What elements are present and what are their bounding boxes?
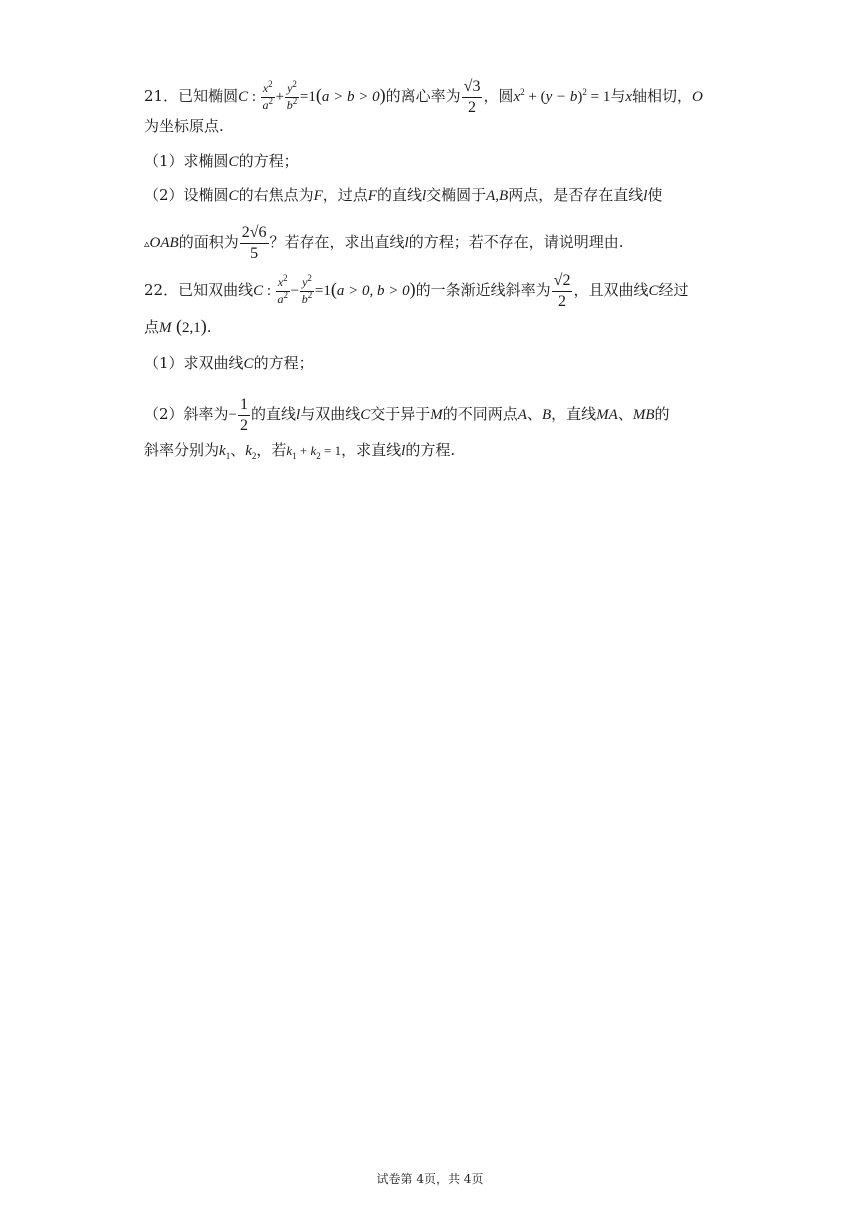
q21-part2-line2: ▵OAB的面积为 $\frac{2√6}{5}$ ？若存在，求出直线l的方程；若不存在，请说明理由. (144, 224, 624, 262)
fraction-sqrt2-over-2: $\frac{√2}{2}$ (553, 272, 571, 310)
q21-number: 21． (144, 87, 179, 106)
q22-number: 22． (144, 281, 179, 300)
fraction: $\frac{y^2}{b^2}$ (301, 273, 313, 306)
q21-line2: 为坐标原点. (144, 117, 224, 135)
q21-part1: （1）求椭圆C的方程； (144, 152, 299, 170)
fraction-area: $\frac{2√6}{5}$ (241, 224, 267, 262)
q22-part2-line2: 斜率分别为$k_1$、$k_2$，若$k_1 + k_2 = 1$，求直线l的方程. (144, 441, 456, 461)
q22-part2-line1: （2）斜率为− $\frac{1}{2}$ 的直线l与双曲线C交于异于M的不同两点A、B，直线MA、MB的 (144, 396, 670, 434)
q21-part2-line1: （2）设椭圆C的右焦点为F，过点F的直线l交椭圆于A,B两点，是否存在直线l使 (144, 186, 663, 204)
q22-line2: 点M (2,1). (144, 316, 212, 336)
fraction-sqrt3-over-2: $\frac{√3}{2}$ (463, 78, 481, 116)
fraction: $\frac{y^2}{b^2}$ (286, 79, 298, 112)
fraction-half: $\frac{1}{2}$ (240, 396, 249, 434)
q22-line1: 22．已知双曲线C : $\frac{x^2}{a^2}$ − $\frac{y^2}{b^2}$ =1(a > 0, b > 0)的一条渐近线斜率为 $\frac{√2}{2}$ ，且双曲线C经过 (144, 272, 689, 310)
fraction: $\frac{x^2}{a^2}$ (277, 273, 288, 306)
q21-line1: 21．已知椭圆C : $\frac{x^2}{a^2}$ + $\frac{y^2}{b^2}$ =1(a > b > 0)的离心率为 $\frac{√3}{2}$ ，圆$x^2 + (y - b)^2 = 1$与x轴相切，O (144, 78, 703, 116)
page-footer: 试卷第 4页，共 4页 (376, 1172, 484, 1186)
q21-text: 已知椭圆 (178, 87, 239, 106)
q22-part1: （1）求双曲线C的方程； (144, 354, 314, 372)
fraction: $\frac{x^2}{a^2}$ (262, 79, 273, 112)
